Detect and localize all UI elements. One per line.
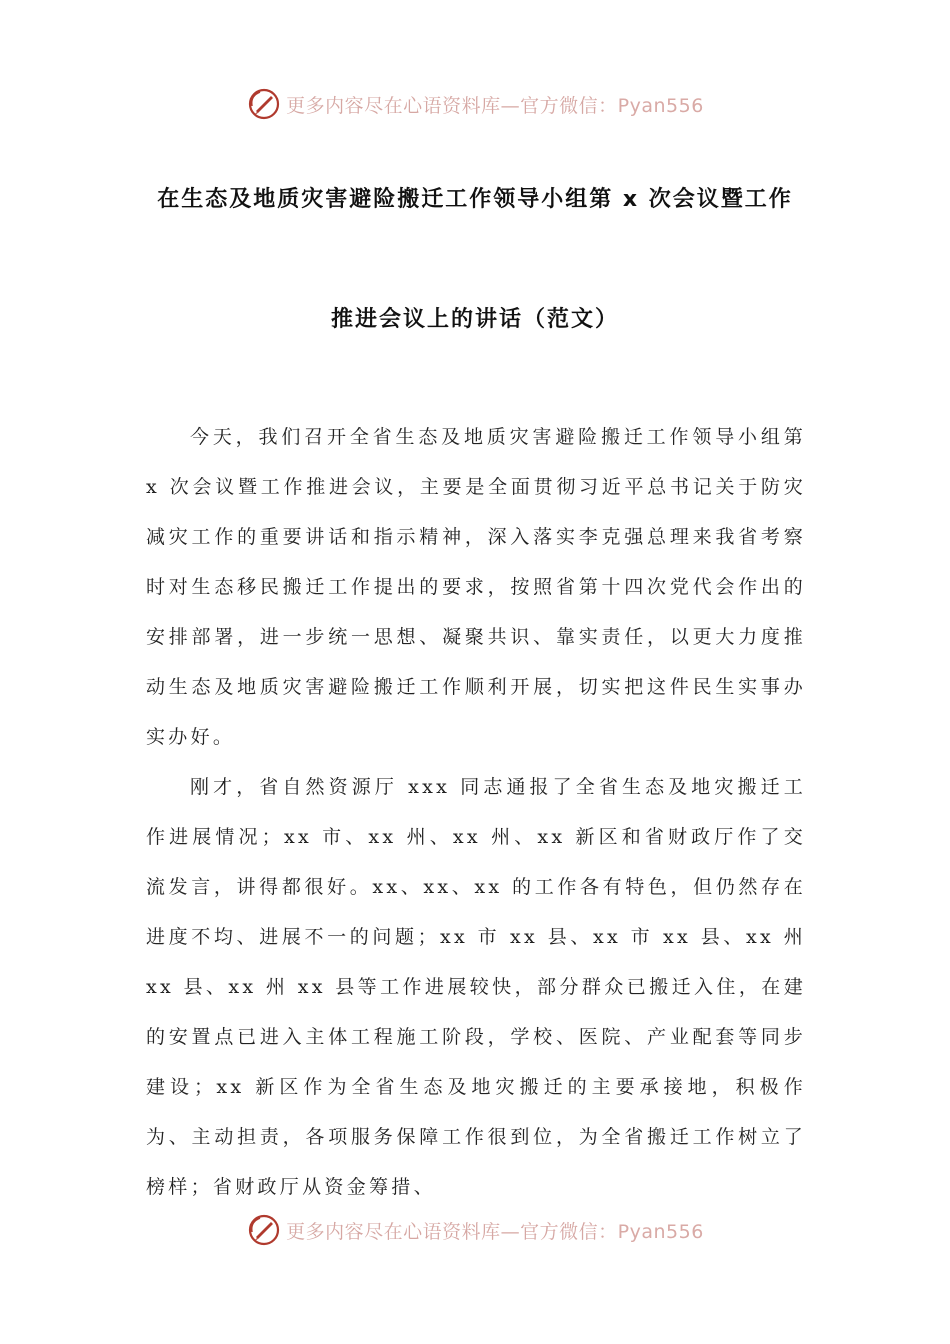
footer-watermark — [0, 1208, 950, 1252]
document-title-line-1: 在生态及地质灾害避险搬迁工作领导小组第 x 次会议暨工作 — [157, 187, 793, 212]
speech-body — [146, 412, 806, 1212]
document-title-line-2: 推进会议上的讲话（范文） — [330, 307, 619, 332]
watermark-text: 更多内容尽在心语资料库—官方微信：Pyan556 — [286, 94, 704, 117]
paragraph: 刚才，省自然资源厅 xxx 同志通报了全省生态及地灾搬迁工作进展情况；xx 市、xx 州、xx 州、xx 新区和省财政厅作了交流发言，讲得都很好。xx、xx、xx 的工作各有特色，但仍然存在进度不均、进展不一的问题；xx 市 xx 县、xx 市 xx 县、xx 州 xx 县、xx 州 xx 县等工作进展较快，部分群众已搬迁入住，在建的安置点已进入主体工程施工阶段，学校、医院、产业配套等同步建设；xx 新区作为全省生态及地灾搬迁的主要承接地，积极作为、主动担责，各项服务保障工作很到位，为全省搬迁工作树立了榜样；省财政厅从资金筹措、 — [146, 776, 806, 1198]
header-watermark — [0, 82, 950, 126]
watermark-text: 更多内容尽在心语资料库—官方微信：Pyan556 — [286, 1220, 704, 1243]
pen-circle-logo-icon — [246, 1212, 282, 1248]
pen-circle-logo-icon — [246, 86, 282, 122]
paragraph: 今天，我们召开全省生态及地质灾害避险搬迁工作领导小组第 x 次会议暨工作推进会议，主要是全面贯彻习近平总书记关于防灾减灾工作的重要讲话和指示精神，深入落实李克强总理来我省考察时对生态移民搬迁工作提出的要求，按照省第十四次党代会作出的安排部署，进一步统一思想、凝聚共识、靠实责任，以更大力度推动生态及地质灾害避险搬迁工作顺利开展，切实把这件民生实事办实办好。 — [146, 426, 806, 748]
